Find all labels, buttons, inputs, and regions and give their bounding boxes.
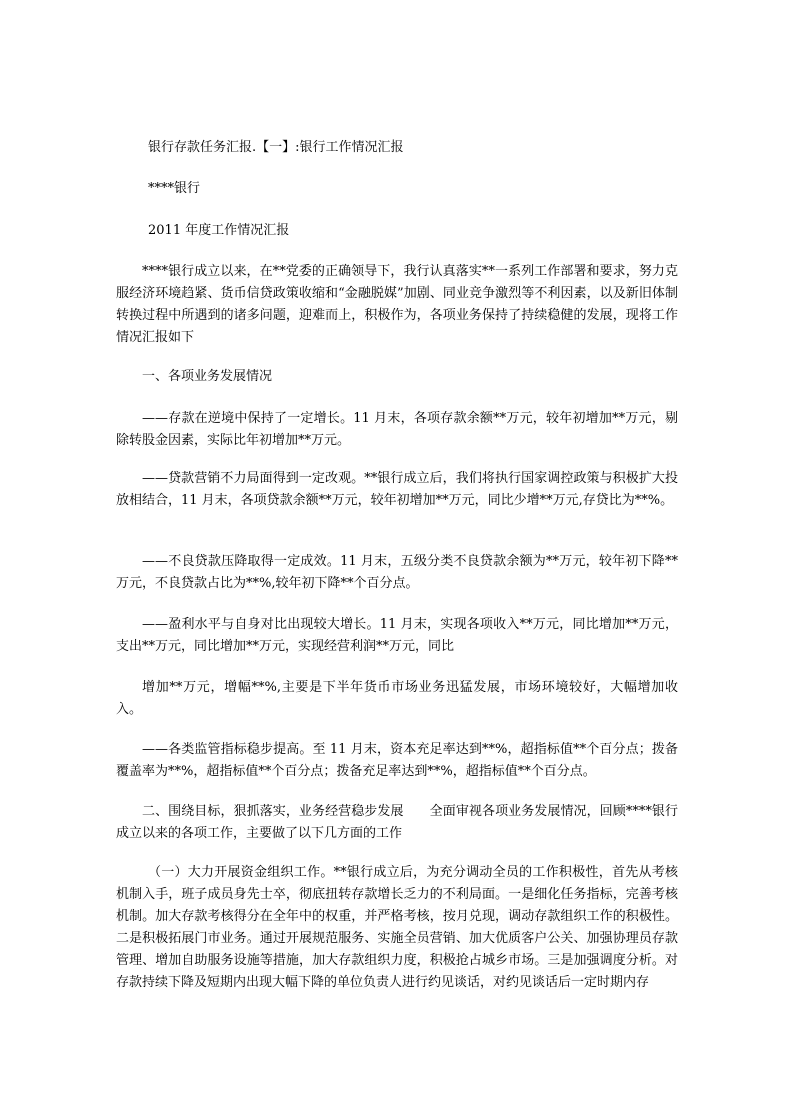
loan-paragraph: ——贷款营销不力局面得到一定改观。**银行成立后，我们将执行国家调控政策与积极扩大投放相结合，11 月末，各项贷款余额**万元，较年初增加**万元，同比少增**万元,存贷比为**%。 xyxy=(116,471,678,508)
profit-continuation-paragraph: 增加**万元，增幅**%,主要是下半年货币市场业务迅猛发展，市场环境较好，大幅增加收入。 xyxy=(116,680,678,717)
regulatory-paragraph: ——各类监管指标稳步提高。至 11 月末，资本充足率达到**%，超指标值**个百分点；拨备覆盖率为**%，超指标值**个百分点；拨备充足率达到**%，超指标值**个百分点。 xyxy=(116,742,678,779)
profit-paragraph: ——盈利水平与自身对比出现较大增长。11 月末，实现各项收入**万元，同比增加**万元，支出**万元，同比增加**万元，实现经营利润**万元，同比 xyxy=(116,617,678,654)
bank-name: ****银行 xyxy=(148,181,201,196)
section-heading-2-paragraph: 二、围绕目标，狠抓落实，业务经营稳步发展 全面审视各项业务发展情况，回顾****银行成立以来的各项工作，主要做了以下几方面的工作 xyxy=(116,804,678,841)
fund-organization-paragraph: （一）大力开展资金组织工作。**银行成立后，为充分调动全员的工作积极性，首先从考核机制入手，班子成员身先士卒，彻底扭转存款增长乏力的不利局面。一是细化任务指标，完善考核机制。加大存款考核得分在全年中的权重，并严格考核，按月兑现，调动存款组织工作的积极性。二是积极拓展门市业务。通过开展规范服务、实施全员营销、加大优质客户公关、加强协理员存款管理、增加自助服务设施等措施，加大存款组织力度，积极抢占城乡市场。三是加强调度分析。对存款持续下降及短期内出现大幅下降的单位负责人进行约见谈话，对约见谈话后一定时期内存 xyxy=(116,865,678,990)
bad-loan-paragraph: ——不良贷款压降取得一定成效。11 月末，五级分类不良贷款余额为**万元，较年初下降**万元，不良贷款占比为**%,较年初下降**个百分点。 xyxy=(116,554,678,591)
intro-paragraph: ****银行成立以来，在**党委的正确领导下，我行认真落实**一系列工作部署和要求，努力克服经济环境趋紧、货币信贷政策收缩和“金融脱媒”加剧、同业竞争激烈等不利因素，以及新旧体制转换过程中所遇到的诸多问题，迎难而上，积极作为，各项业务保持了持续稳健的发展，现将工作情况汇报如下 xyxy=(116,264,678,345)
document-title: 银行存款任务汇报.【一】:银行工作情况汇报 xyxy=(148,140,404,155)
section-heading-1: 一、各项业务发展情况 xyxy=(142,369,273,384)
deposit-paragraph: ——存款在逆境中保持了一定增长。11 月末，各项存款余额**万元，较年初增加**万元，剔除转股金因素，实际比年初增加**万元。 xyxy=(116,411,678,448)
report-title: 2011 年度工作情况汇报 xyxy=(148,223,290,238)
